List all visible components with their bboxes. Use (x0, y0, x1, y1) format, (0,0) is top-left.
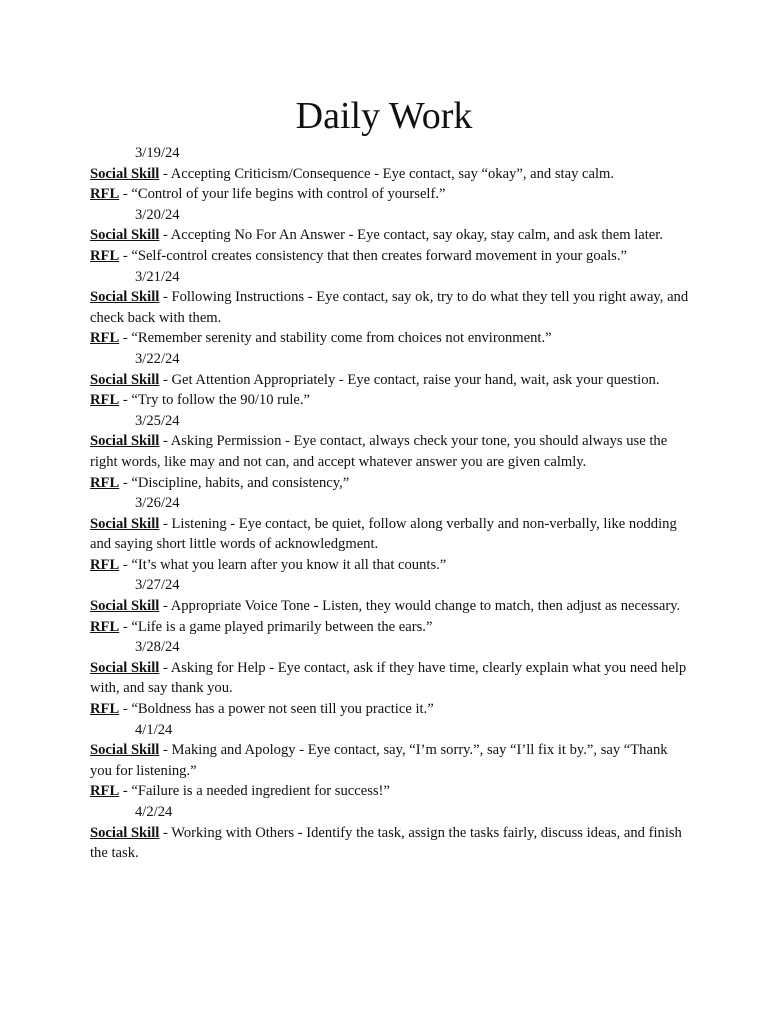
rfl-label: RFL (90, 247, 120, 264)
social-skill-line (90, 370, 690, 391)
social-skill-text: Get Attention Appropriately - Eye contact, raise your hand, wait, ask your question. (171, 371, 660, 388)
entry-3-28-24 (90, 637, 690, 719)
rfl-line (90, 781, 690, 802)
separator: - (119, 556, 132, 573)
rfl-quote: “Control of your life begins with control of yourself.” (131, 186, 446, 203)
rfl-label: RFL (90, 618, 120, 635)
rfl-quote: “Self-control creates consistency that then creates forward movement in your goals.” (131, 247, 627, 264)
separator: - (159, 659, 171, 676)
rfl-line (90, 184, 690, 205)
separator: - (119, 474, 132, 491)
separator: - (159, 289, 172, 306)
entry-date: 3/25/24 (135, 412, 180, 429)
separator: - (159, 742, 172, 759)
rfl-quote: “Life is a game played primarily between the ears.” (131, 618, 433, 635)
separator: - (119, 330, 132, 347)
entry-date: 3/20/24 (135, 206, 180, 223)
social-skill-text: Accepting Criticism/Consequence - Eye contact, say “okay”, and stay calm. (170, 165, 615, 182)
rfl-quote: “It’s what you learn after you know it all that counts.” (131, 556, 447, 573)
entry-date: 3/27/24 (135, 577, 180, 594)
rfl-quote: “Remember serenity and stability come from choices not environment.” (131, 330, 552, 347)
rfl-quote: “Boldness has a power not seen till you practice it.” (131, 701, 434, 718)
separator: - (119, 186, 132, 203)
rfl-label: RFL (90, 330, 120, 347)
rfl-label: RFL (90, 701, 120, 718)
social-skill-text: Asking Permission - Eye contact, always check your tone, you should always use the right words, like may and not can, and accept whatever answer you are given calmly. (90, 433, 668, 470)
rfl-line (90, 328, 690, 349)
entry-3-20-24 (90, 205, 690, 267)
social-skill-text: Working with Others - Identify the task, assign the tasks fairly, discuss ideas, and finish the task. (90, 824, 682, 862)
rfl-quote: “Failure is a needed ingredient for success!” (131, 783, 390, 800)
entry-3-26-24 (90, 493, 690, 575)
social-skill-line (90, 514, 690, 555)
separator: - (159, 515, 172, 532)
social-skill-text: Making and Apology - Eye contact, say, “I’m sorry.”, say “I’ll fix it by.”, say “Thank you for listening.” (90, 742, 668, 779)
rfl-line (90, 390, 690, 411)
separator: - (159, 433, 171, 450)
entry-3-21-24 (90, 267, 690, 349)
separator: - (119, 247, 132, 264)
entry-date: 4/1/24 (135, 721, 173, 738)
social-skill-line (90, 658, 690, 699)
separator: - (119, 783, 132, 800)
social-skill-label: Social Skill (90, 227, 160, 244)
rfl-line (90, 699, 690, 720)
separator: - (119, 701, 132, 718)
separator: - (159, 824, 172, 841)
social-skill-line (90, 740, 690, 781)
separator: - (159, 598, 171, 615)
separator: - (159, 371, 172, 388)
separator: - (159, 227, 171, 244)
entry-3-25-24 (90, 411, 690, 493)
social-skill-label: Social Skill (90, 659, 160, 676)
social-skill-label: Social Skill (90, 742, 160, 759)
entry-4-1-24 (90, 720, 690, 802)
entry-date: 3/28/24 (135, 639, 180, 656)
social-skill-line (90, 225, 690, 246)
social-skill-label: Social Skill (90, 433, 160, 450)
entries-list (90, 143, 690, 864)
document-title: Daily Work (295, 95, 473, 137)
rfl-label: RFL (90, 186, 120, 203)
social-skill-label: Social Skill (90, 598, 160, 615)
social-skill-label: Social Skill (90, 824, 160, 841)
social-skill-label: Social Skill (90, 371, 160, 388)
entry-date: 3/22/24 (135, 350, 180, 367)
social-skill-text: Accepting No For An Answer - Eye contact, say okay, stay calm, and ask them later. (170, 227, 663, 244)
social-skill-line (90, 823, 690, 864)
separator: - (159, 165, 171, 182)
rfl-line (90, 246, 690, 267)
rfl-label: RFL (90, 783, 120, 800)
rfl-quote: “Discipline, habits, and consistency,” (131, 474, 350, 491)
separator: - (119, 618, 132, 635)
social-skill-label: Social Skill (90, 289, 160, 306)
rfl-line (90, 473, 690, 494)
social-skill-line (90, 164, 690, 185)
entry-3-22-24 (90, 349, 690, 411)
entry-date: 3/26/24 (135, 495, 180, 512)
social-skill-text: Listening - Eye contact, be quiet, follow along verbally and non-verbally, like nodding and saying short little words of acknowledgment. (90, 515, 677, 553)
social-skill-label: Social Skill (90, 165, 160, 182)
rfl-label: RFL (90, 474, 120, 491)
entry-date: 4/2/24 (135, 804, 173, 820)
entry-date: 3/21/24 (135, 268, 180, 285)
rfl-label: RFL (90, 392, 120, 409)
entry-3-19-24 (90, 143, 690, 205)
entry-4-2-24 (90, 802, 690, 864)
separator: - (119, 392, 132, 409)
social-skill-line (90, 596, 690, 617)
rfl-line (90, 555, 690, 576)
social-skill-text: Appropriate Voice Tone - Listen, they would change to match, then adjust as necessary. (170, 598, 681, 615)
entry-date: 3/19/24 (135, 145, 180, 161)
social-skill-label: Social Skill (90, 515, 160, 532)
social-skill-line (90, 287, 690, 328)
rfl-label: RFL (90, 556, 120, 573)
social-skill-text: Asking for Help - Eye contact, ask if they have time, clearly explain what you need help with, and say thank you. (90, 659, 687, 697)
social-skill-line (90, 431, 690, 472)
entry-3-27-24 (90, 575, 690, 637)
social-skill-text: Following Instructions - Eye contact, say ok, try to do what they tell you right away, and check back with them. (90, 289, 689, 326)
rfl-quote: “Try to follow the 90/10 rule.” (131, 392, 310, 409)
rfl-line (90, 617, 690, 638)
